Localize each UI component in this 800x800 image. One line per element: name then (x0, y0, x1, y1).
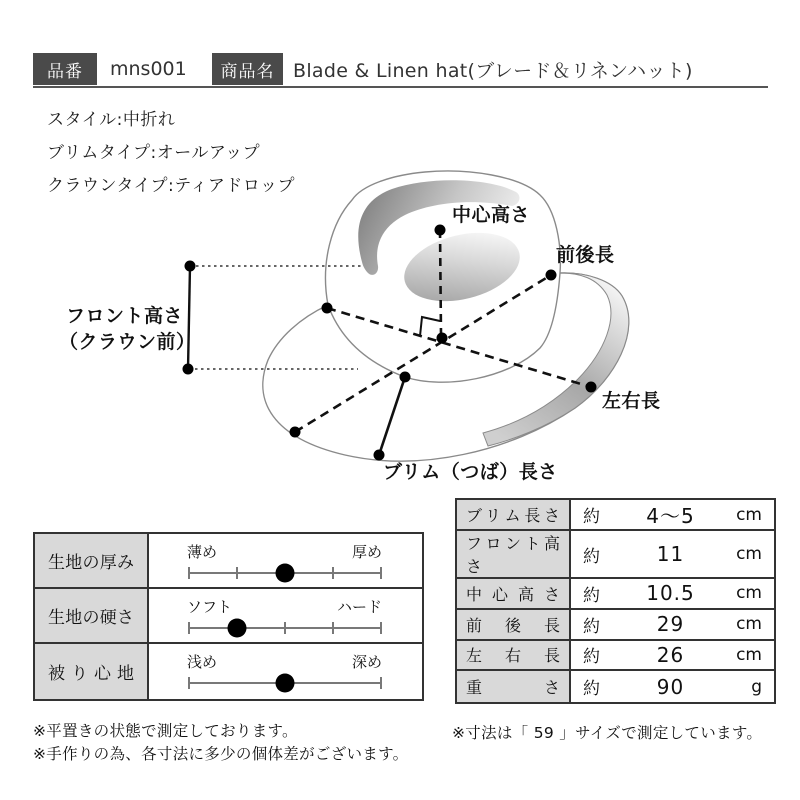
measurement-table (455, 498, 776, 704)
row-label: 重さ (466, 678, 560, 698)
slider-label-thickness: 生地の厚み (35, 534, 149, 587)
slider-tick (380, 622, 382, 634)
approx-prefix: 約 (583, 647, 600, 668)
slider-min-label: 浅め (187, 653, 218, 671)
row-unit: cm (736, 544, 762, 564)
row-value: 90 (656, 674, 685, 699)
slider-dot (228, 619, 247, 638)
slider-label-fit: 被り心地 (35, 644, 149, 699)
table-row (457, 671, 774, 702)
slider-max-label: 深め (351, 653, 382, 671)
table-row (457, 610, 774, 641)
slider-track (189, 682, 381, 684)
slider-tick (188, 622, 190, 634)
label-front-back-length: 前後長 (556, 244, 615, 266)
fabric-feel-table (33, 532, 424, 701)
slider-tick (380, 677, 382, 689)
slider-tick (332, 622, 334, 634)
row-unit: cm (736, 614, 762, 635)
table-row (457, 531, 774, 579)
approx-prefix: 約 (583, 616, 600, 637)
row-label: 中心高さ (466, 584, 560, 604)
slider-row-stiffness (35, 589, 422, 644)
front-height-line (188, 266, 190, 369)
slider-max-label: 厚め (351, 543, 382, 561)
row-unit: g (751, 676, 762, 697)
slider-tick (380, 567, 382, 579)
row-unit: cm (736, 644, 762, 665)
label-front-height-line2: （クラウン前） (59, 331, 196, 353)
slider-track (189, 572, 381, 574)
slider-track (189, 627, 381, 629)
row-value: 4～5 (646, 504, 695, 528)
slider-dot (276, 674, 295, 693)
table-row (457, 500, 774, 531)
row-value: 11 (656, 542, 685, 566)
row-value: 26 (656, 642, 685, 667)
row-label: ブリム長さ (466, 506, 560, 525)
row-value: 29 (656, 612, 685, 637)
slider-max-label: ハード (336, 598, 382, 616)
label-left-right-length: 左右長 (602, 390, 661, 412)
slider-row-thickness (35, 534, 422, 589)
slider-min-label: 薄め (187, 543, 218, 561)
spec-brim-type: ブリムタイプ:オールアップ (47, 143, 261, 163)
approx-prefix: 約 (583, 546, 600, 567)
row-unit: cm (736, 504, 762, 525)
label-front-height-line1: フロント高さ (66, 305, 184, 327)
label-brim-length: ブリム（つば）長さ (383, 461, 558, 483)
footnote-handmade-variance: ※手作りの為、各寸法に多少の個体差がございます。 (33, 745, 409, 763)
slider-label-stiffness: 生地の硬さ (35, 589, 149, 642)
footnote-measured-flat: ※平置きの状態で測定しております。 (33, 722, 298, 740)
part-number-tag: 品番 (33, 53, 97, 85)
spec-style: スタイル:中折れ (47, 110, 176, 130)
part-number-value: mns001 (110, 58, 187, 80)
spec-crown-type: クラウンタイプ:ティアドロップ (47, 176, 295, 196)
slider-tick (188, 567, 190, 579)
row-label: フロント高さ (466, 534, 560, 576)
slider-tick (236, 567, 238, 579)
footnote-size-59: ※寸法は「 59 」サイズで測定しています。 (452, 724, 763, 742)
slider-dot (276, 564, 295, 583)
approx-prefix: 約 (583, 679, 600, 700)
slider-min-label: ソフト (187, 598, 233, 616)
label-center-height: 中心高さ (452, 204, 531, 226)
slider-row-fit (35, 644, 422, 699)
row-label: 前後長 (466, 615, 560, 635)
table-row (457, 641, 774, 672)
table-row (457, 579, 774, 610)
approx-prefix: 約 (583, 507, 600, 527)
row-unit: cm (736, 583, 762, 604)
slider-tick (284, 622, 286, 634)
slider-tick (332, 567, 334, 579)
product-name-tag: 商品名 (212, 53, 283, 85)
row-value: 10.5 (646, 581, 695, 606)
slider-tick (188, 677, 190, 689)
row-label: 左右長 (466, 646, 560, 666)
product-name-value: Blade & Linen hat(ブレード＆リネンハット) (293, 59, 693, 82)
approx-prefix: 約 (583, 585, 600, 606)
